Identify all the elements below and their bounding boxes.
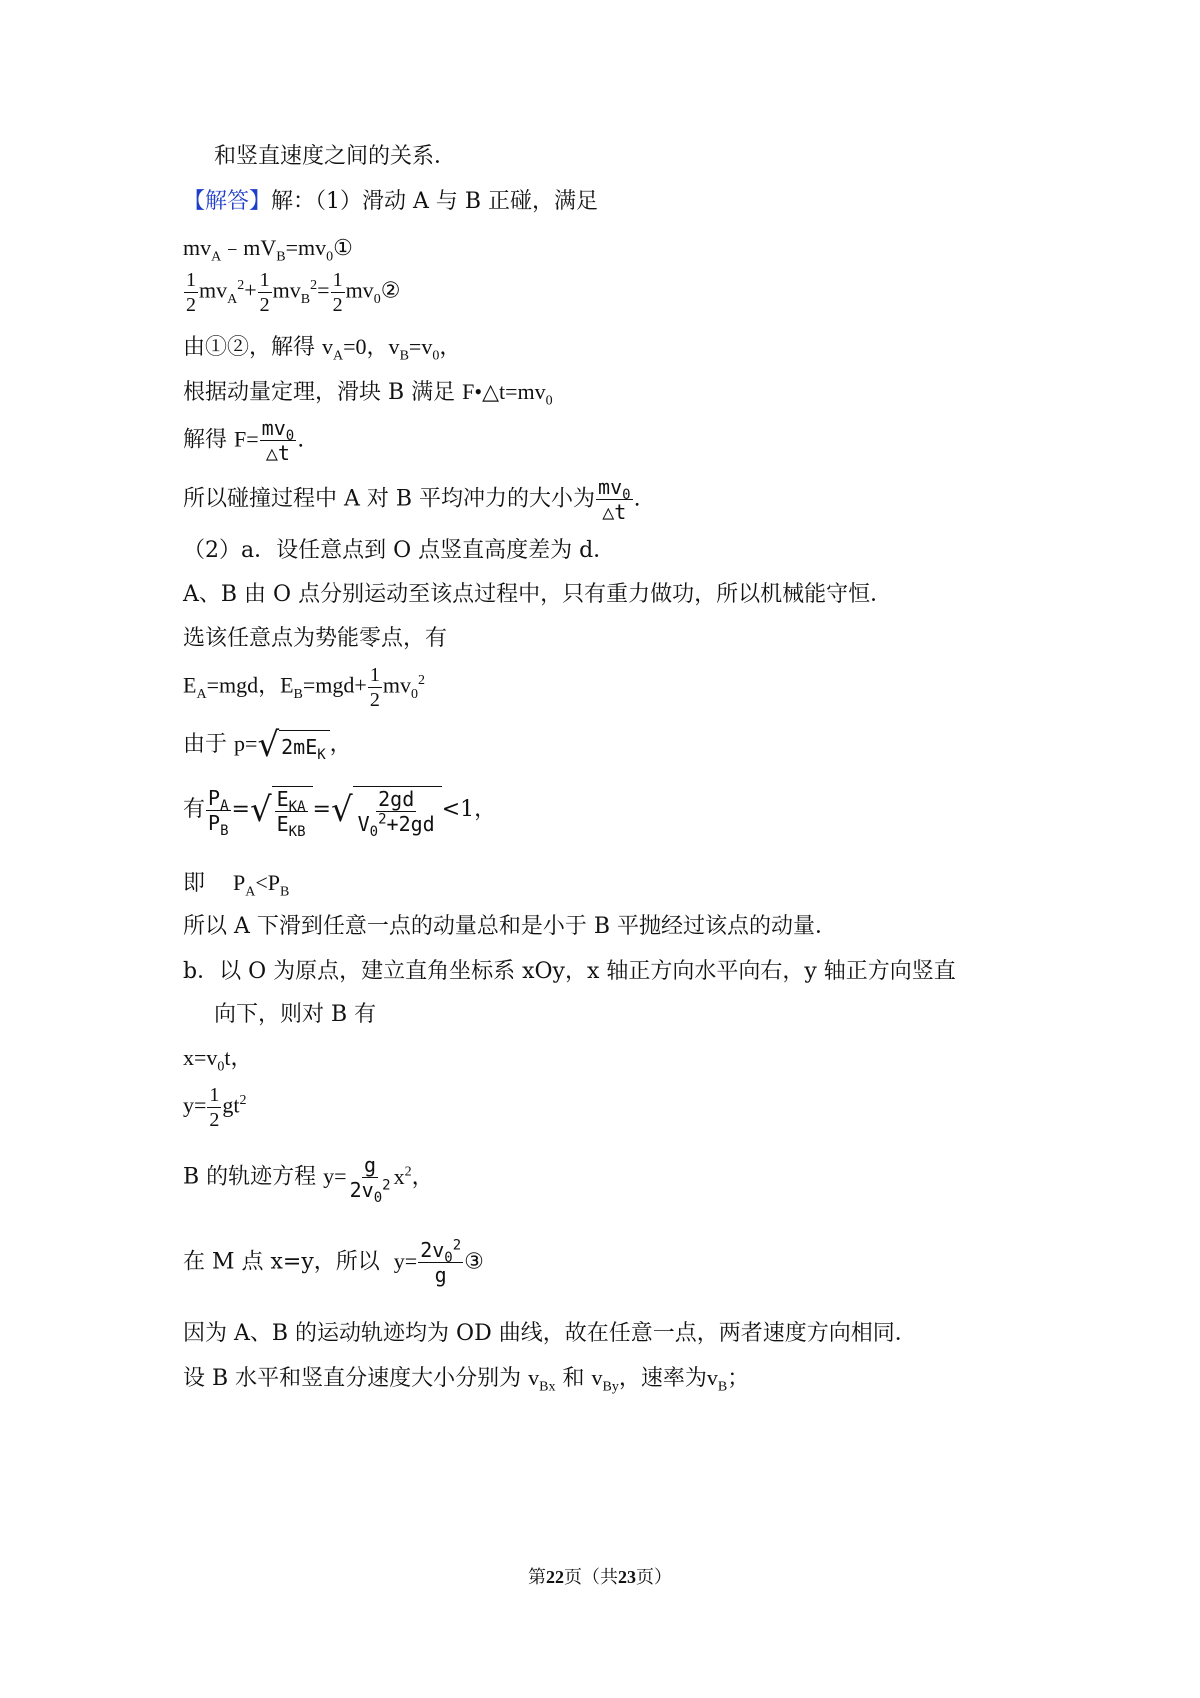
text-line-21-label: 在 M 点 x=y，所以 [183, 1249, 380, 1275]
text-line-20-label: B 的轨迹方程 [183, 1164, 317, 1190]
text-line-13: 有 $\frac{P_A}{P_B}$ = √ $\frac{E_{KA}}{E_{KB}}$ = √ $\frac{2gd}{V_0^2+2gd}$ <1， [183, 785, 497, 840]
text-line-6-label: 解得 [183, 427, 228, 453]
page-footer [0, 1563, 1200, 1589]
footer-mid: 页（共 [564, 1567, 618, 1588]
text-line-4-label: 由①②，解得 [183, 335, 316, 360]
equation-energies: $E_A=mgd$，$E_B=mgd+$ $\frac{1}{2}$ $mv_0^2$ [183, 664, 425, 711]
footer-page-number: 22 [546, 1567, 564, 1587]
text-line-6: 解得 F= $\frac{mv_0}{\triangle t}$ . [183, 416, 305, 465]
text-line-4: 由①②，解得 $v_A=0$，$v_B=v_0$， [183, 334, 462, 364]
footer-prefix: 第 [528, 1567, 546, 1588]
text-line-20: B 的轨迹方程 y= $\frac{g}{2v_0^2}$ $x^2$， [183, 1153, 434, 1206]
equation-momentum: $mv_A﹣mV_B=mv_0①$ [183, 235, 353, 265]
answer-label: 【解答】 [183, 189, 272, 214]
text-line-5-label: 根据动量定理，滑块 B 满足 [183, 380, 456, 405]
text-line-13-label: 有 [183, 797, 206, 822]
answer-intro: 解：（1）滑动 A 与 B 正碰，满足 [271, 189, 599, 214]
text-line-22: 因为 A、B 的运动轨迹均为 OD 曲线，故在任意一点，两者速度方向相同． [183, 1321, 917, 1346]
text-line-9: A、B 由 O 点分别运动至该点过程中，只有重力做功，所以机械能守恒． [183, 582, 893, 607]
text-line-23-rate: ，速率为 [618, 1366, 707, 1391]
text-line-21: 在 M 点 x=y，所以 y= $\frac{2v_0^2}{g}$ ③ [183, 1237, 484, 1287]
text-line-23: 设 B 水平和竖直分速度大小分别为 $v_{Bx}$ 和 $v_{By}$，速率为$v_B$； [183, 1365, 750, 1395]
text-line-5: 根据动量定理，滑块 B 满足 $F•\triangle t=mv_0$ [183, 379, 553, 409]
equation-energy: $\frac{1}{2}$ $mv_A^2+$ $\frac{1}{2}$ $mv_B^2=$ $\frac{1}{2}$ $mv_0②$ [186, 269, 401, 316]
text-line-12-label: 由于 [183, 732, 228, 757]
text-line-14: 即 $P_A<P_B$ [183, 870, 290, 900]
text-line-1: 和竖直速度之间的关系． [214, 144, 457, 169]
text-line-16: b．以 O 为原点，建立直角坐标系 xOy，x 轴正方向水平向右，y 轴正方向竖直 [183, 959, 956, 984]
text-line-23-label: 设 B 水平和竖直分速度大小分别为 [183, 1366, 522, 1391]
text-line-10: 选该任意点为势能零点，有 [183, 626, 448, 651]
text-line-2 [183, 188, 598, 216]
text-line-8: （2）a．设任意点到 O 点竖直高度差为 d． [183, 538, 616, 563]
text-line-7: 所以碰撞过程中 A 对 B 平均冲力的大小为 $\frac{mv_0}{\triangle t}$ . [183, 475, 641, 524]
text-line-15: 所以 A 下滑到任意一点的动量总和是小于 B 平抛经过该点的动量． [183, 914, 838, 939]
text-line-23-and: 和 [562, 1366, 585, 1391]
equation-x: $x=v_0t$， [183, 1045, 253, 1075]
footer-suffix: 页） [636, 1567, 672, 1588]
text-line-12: 由于 p= √ $2mE_K$ ， [183, 725, 352, 765]
text-line-7-label: 所以碰撞过程中 A 对 B 平均冲力的大小为 [183, 486, 596, 512]
text-line-14-label: 即 [183, 871, 206, 896]
equation-y: y= $\frac{1}{2}$ $gt^2$ [183, 1084, 247, 1131]
text-line-17: 向下，则对 B 有 [214, 1002, 377, 1027]
footer-total-pages: 23 [618, 1567, 636, 1587]
